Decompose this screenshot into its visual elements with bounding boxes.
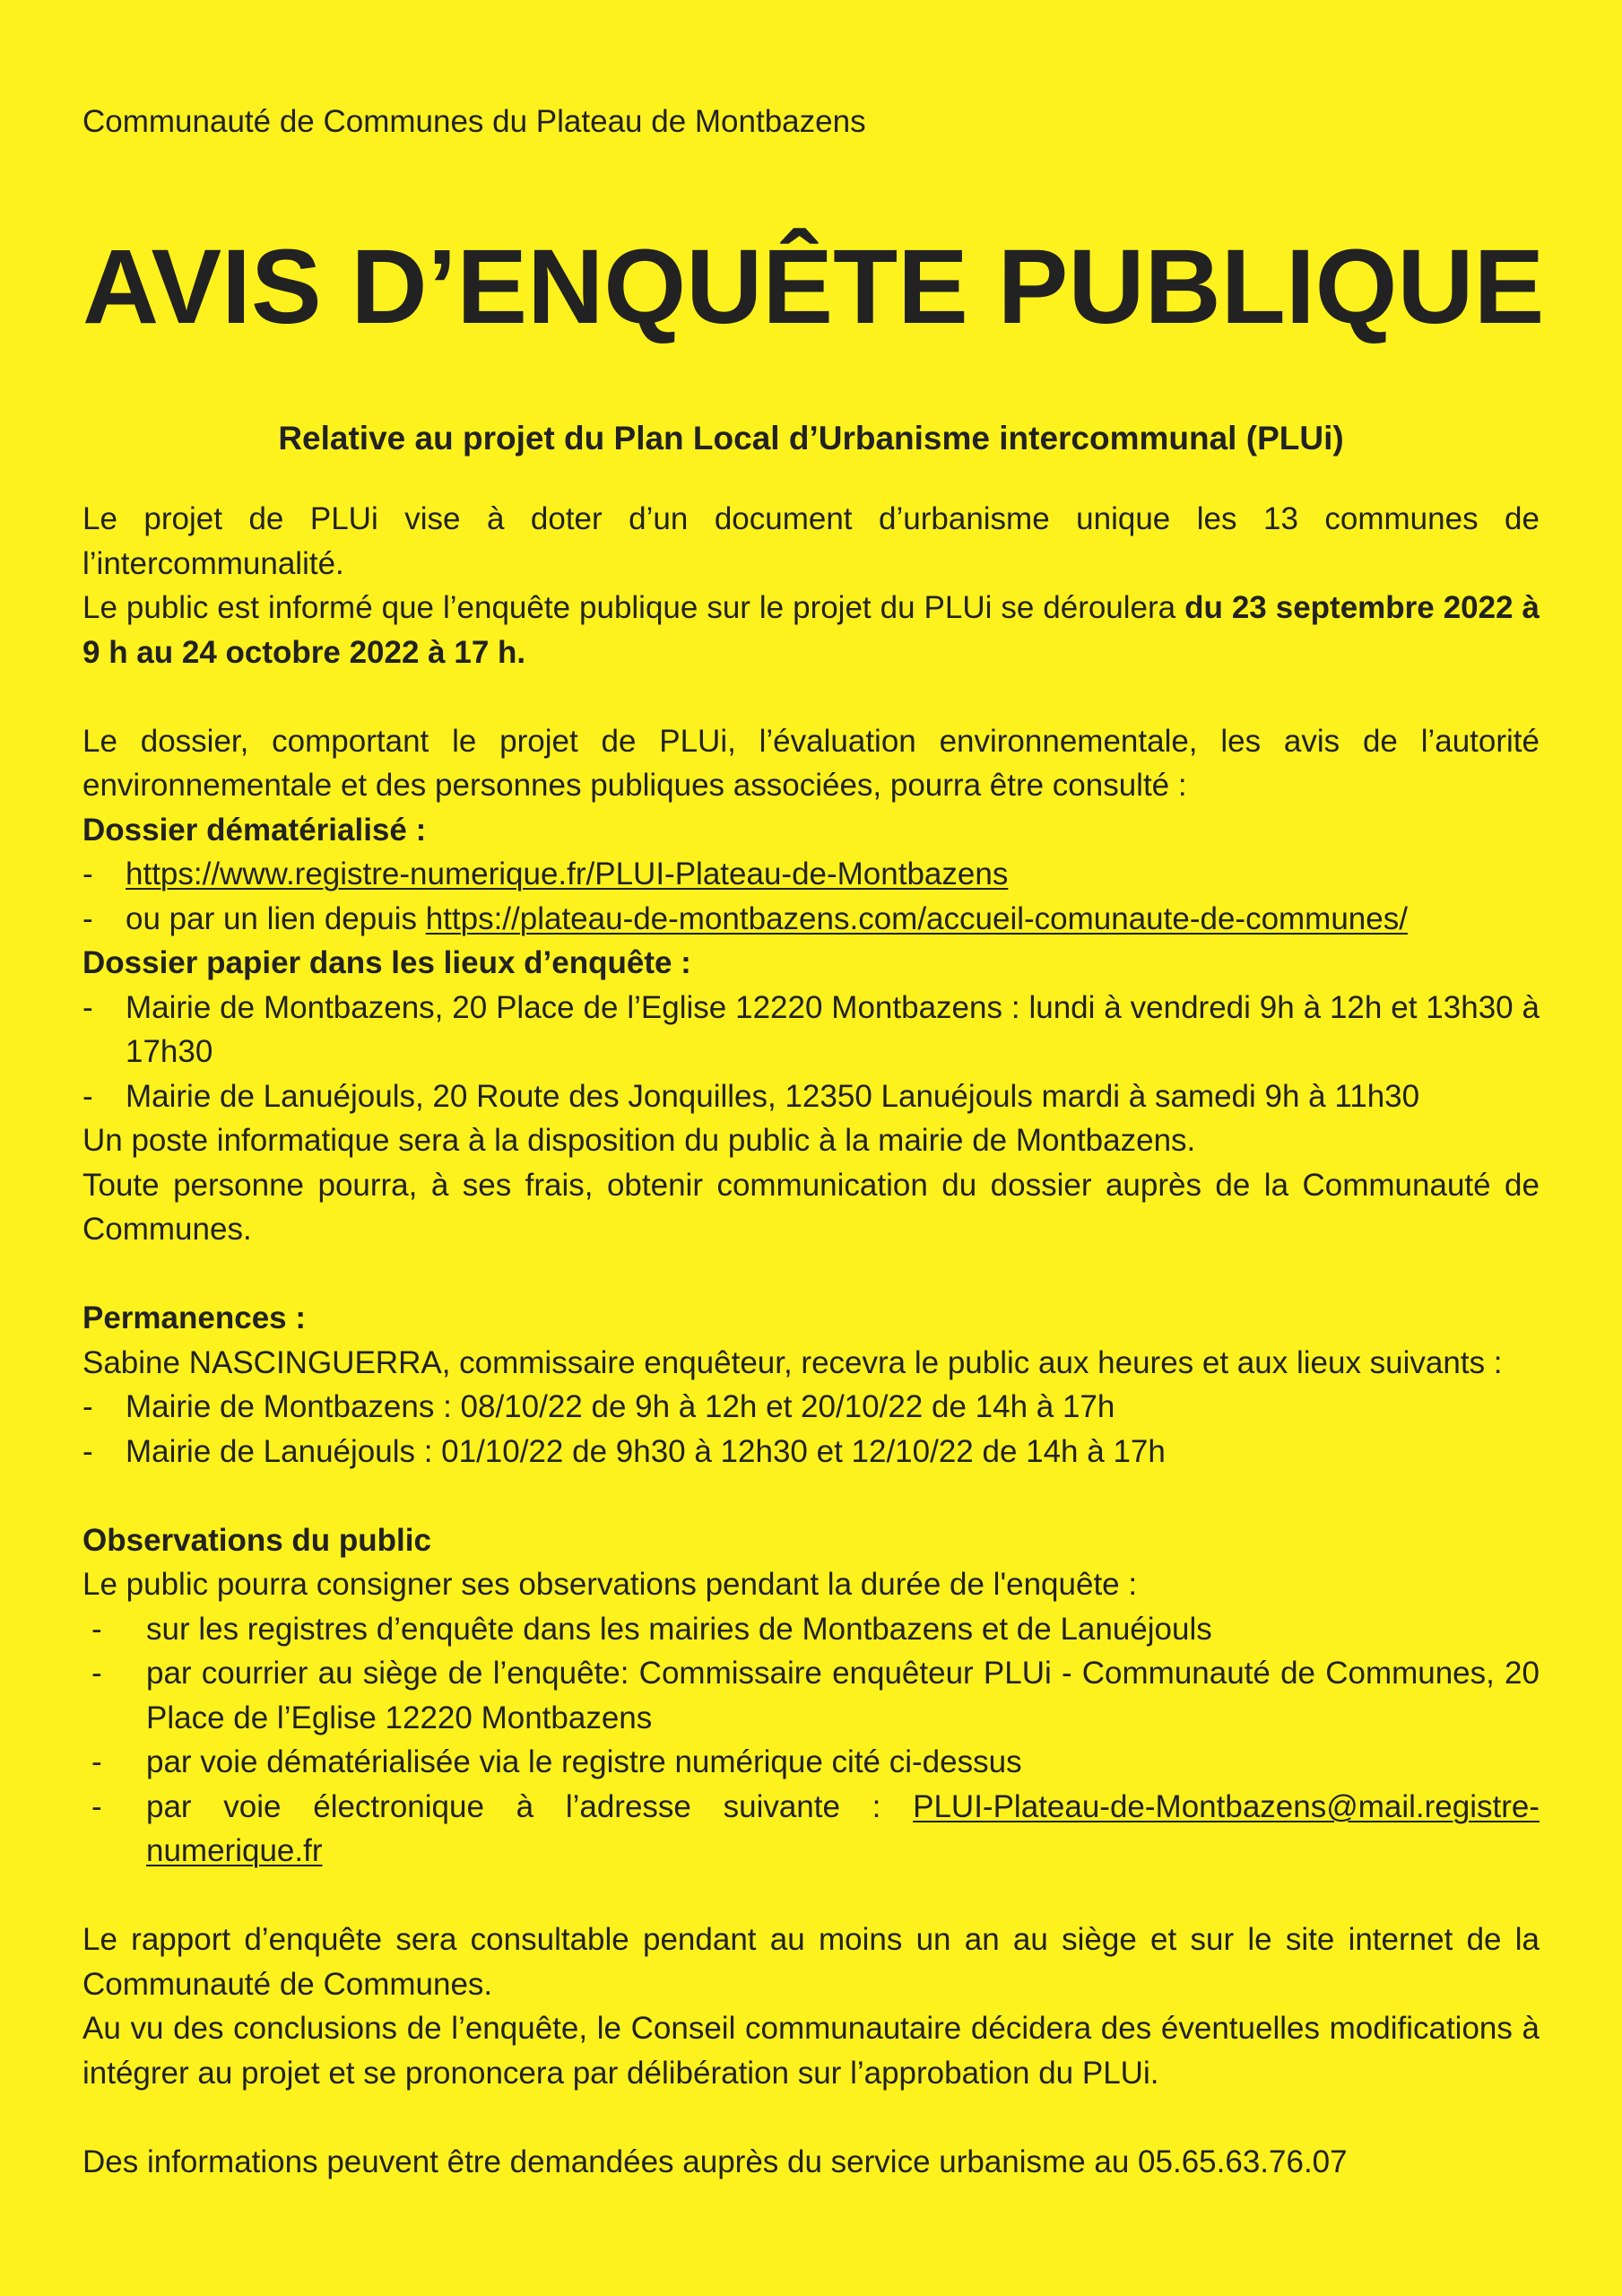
bullet-dash: - — [91, 1656, 102, 1691]
bullet-dash: - — [82, 1389, 93, 1424]
copy-note: Toute personne pourra, à ses frais, obtenir communication du dossier auprès de la Communauté de Communes. — [82, 1167, 1540, 1247]
list-item — [82, 852, 1540, 897]
list-item — [82, 1740, 1540, 1785]
observation-digital: par voie dématérialisée via le registre numérique cité ci-dessus — [146, 1744, 1022, 1779]
digital-item-prefix: ou par un lien depuis — [126, 900, 426, 936]
dossier-intro: Le dossier, comportant le projet de PLUi, l’évaluation environnementale, les avis de l’autorité environnementale et des personnes publiques associées, pourra être consulté : — [82, 723, 1540, 803]
list-item — [82, 1607, 1540, 1652]
spacer — [82, 1252, 1540, 1297]
list-item — [82, 1651, 1540, 1740]
paper-dossier-heading: Dossier papier dans les lieux d’enquête : — [82, 945, 691, 980]
permanences-heading: Permanences : — [82, 1300, 307, 1335]
inquiry-dates-paragraph — [82, 586, 1540, 674]
inquiry-dates-text: Le public est informé que l’enquête publique sur le projet du PLUi se déroulera — [82, 590, 1185, 625]
spacer — [82, 674, 1540, 719]
bullet-dash: - — [82, 900, 93, 936]
page-subtitle: Relative au projet du Plan Local d’Urbanisme intercommunal (PLUi) — [278, 420, 1344, 457]
spacer — [82, 2095, 1540, 2140]
inquiry-dates-bold: du 23 septembre 2022 à 9 h au 24 octobre 2022 à 17 h. — [82, 590, 1540, 670]
paper-dossier-list — [82, 986, 1540, 1119]
contact-line: Des informations peuvent être demandées auprès du service urbanisme au 05.65.63.76.07 — [82, 2144, 1348, 2179]
observations-list — [82, 1607, 1540, 1874]
report-paragraph: Le rapport d’enquête sera consultable pendant au moins un an au siège et sur le site internet de la Communauté de Communes. — [82, 1922, 1540, 2002]
intro-paragraph: Le projet de PLUi vise à doter d’un document d’urbanisme unique les 13 communes de l’intercommunalité. — [82, 501, 1540, 581]
observations-heading: Observations du public — [82, 1522, 431, 1558]
list-item — [82, 897, 1540, 942]
permanence-montbazens: Mairie de Montbazens : 08/10/22 de 9h à 12h et 20/10/22 de 14h à 17h — [126, 1389, 1115, 1424]
list-item — [82, 1430, 1540, 1474]
spacer — [82, 1874, 1540, 1918]
bullet-dash: - — [91, 1611, 102, 1647]
bullet-dash: - — [82, 1433, 93, 1469]
bullet-dash: - — [82, 1078, 93, 1114]
spacer — [82, 1474, 1540, 1518]
digital-dossier-list — [82, 852, 1540, 941]
conclusions-paragraph: Au vu des conclusions de l’enquête, le Conseil communautaire décidera des éventuelles modifications à intégrer au projet et se prononcera par délibération sur l’approbation du PLUi. — [82, 2011, 1540, 2091]
observation-email-prefix: par voie électronique à l’adresse suivante : — [146, 1788, 914, 1824]
plateau-website-link[interactable]: https://plateau-de-montbazens.com/accueil-comunaute-de-communes/ — [425, 900, 1408, 936]
permanence-lanuejouls: Mairie de Lanuéjouls : 01/10/22 de 9h30 à 12h30 et 12/10/22 de 14h à 17h — [126, 1433, 1166, 1469]
observation-mail: par courrier au siège de l’enquête: Commissaire enquêteur PLUi - Communauté de Communes, 20 Place de l’Eglise 12220 Montbazens — [146, 1656, 1540, 1735]
paper-location-montbazens: Mairie de Montbazens, 20 Place de l’Eglise 12220 Montbazens : lundi à vendredi 9h à 12h et 13h30 à 17h30 — [126, 989, 1540, 1069]
observation-registers: sur les registres d’enquête dans les mairies de Montbazens et de Lanuéjouls — [146, 1611, 1212, 1647]
organization-name: Communauté de Communes du Plateau de Montbazens — [82, 104, 866, 139]
digital-dossier-heading: Dossier dématérialisé : — [82, 812, 427, 848]
permanences-intro: Sabine NASCINGUERRA, commissaire enquêteur, recevra le public aux heures et aux lieux suivants : — [82, 1344, 1503, 1380]
list-item — [82, 986, 1540, 1074]
observations-intro: Le public pourra consigner ses observations pendant la durée de l'enquête : — [82, 1567, 1138, 1602]
bullet-dash: - — [91, 1744, 102, 1779]
bullet-dash: - — [91, 1788, 102, 1824]
paper-location-lanuejouls: Mairie de Lanuéjouls, 20 Route des Jonquilles, 12350 Lanuéjouls mardi à samedi 9h à 11h30 — [126, 1078, 1420, 1114]
page-title: AVIS D’ENQUÊTE PUBLIQUE — [82, 228, 1545, 346]
registre-numerique-link[interactable]: https://www.registre-numerique.fr/PLUI-Plateau-de-Montbazens — [126, 857, 1009, 891]
list-item — [82, 1074, 1540, 1119]
list-item — [82, 1785, 1540, 1874]
list-item — [82, 1385, 1540, 1430]
computer-note: Un poste informatique sera à la disposition du public à la mairie de Montbazens. — [82, 1123, 1196, 1158]
bullet-dash: - — [82, 857, 93, 891]
observation-email-link[interactable]: PLUI-Plateau-de-Montbazens@mail.registre-numerique.fr — [146, 1788, 1540, 1868]
permanences-list — [82, 1385, 1540, 1474]
bullet-dash: - — [82, 989, 93, 1025]
